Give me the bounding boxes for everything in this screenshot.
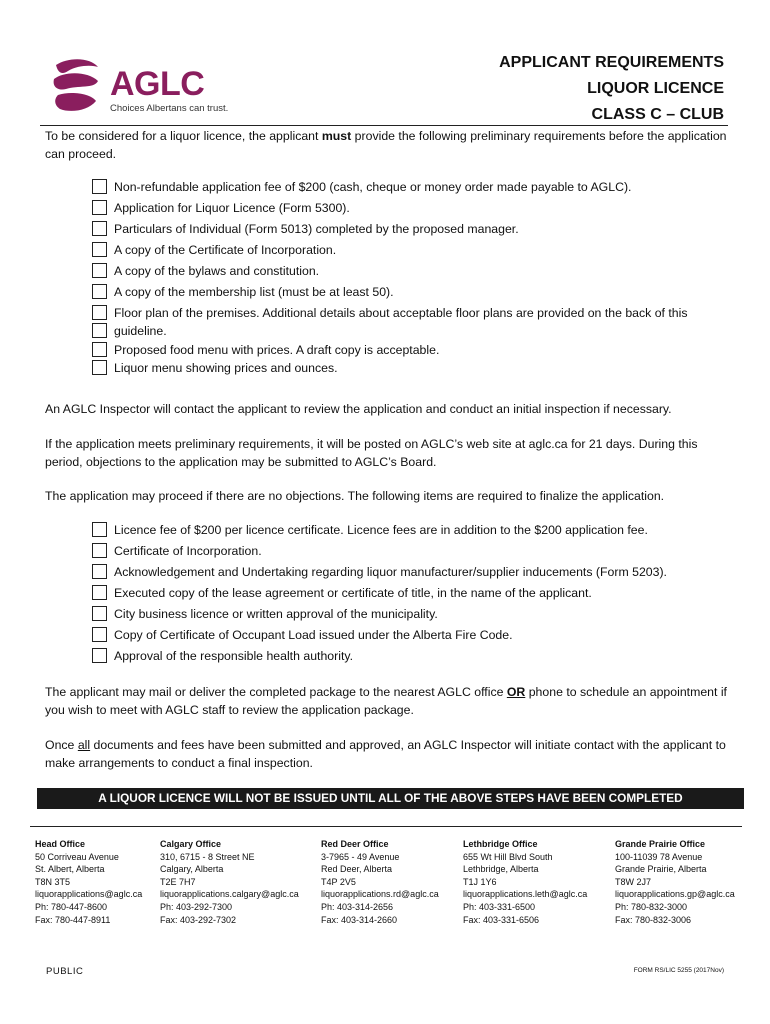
warning-banner: A LIQUOR LICENCE WILL NOT BE ISSUED UNTIL ALL OF THE ABOVE STEPS HAVE BEEN COMPLETED <box>37 788 744 809</box>
office-email: liquorapplications.leth@aglc.ca <box>463 889 588 900</box>
checklist-item <box>90 178 735 196</box>
form-number: FORM RS/LIC 5255 (2017Nov) <box>633 967 724 974</box>
office-email: liquorapplications@aglc.ca <box>35 889 143 900</box>
office-postal: T8W 2J7 <box>615 876 652 887</box>
office-name: Calgary Office <box>160 839 222 849</box>
checkbox[interactable] <box>92 284 107 299</box>
inspector-paragraph: An AGLC Inspector will contact the applicant to review the application and conduct an initial inspection if necessary. <box>45 402 672 416</box>
office-address: 100-11039 78 Avenue <box>615 851 703 862</box>
checkbox[interactable] <box>92 360 107 375</box>
office-email: liquorapplications.gp@aglc.ca <box>615 889 735 900</box>
checklist-item-label: A copy of the membership list (must be at least 50). <box>114 285 394 299</box>
office-fax: Fax: 403-292-7302 <box>160 914 237 925</box>
logo-tagline: Choices Albertans can trust. <box>110 103 229 114</box>
mail-paragraph <box>45 683 735 719</box>
mail-text-start: The applicant may mail or deliver the completed package to the nearest AGLC office <box>45 685 507 699</box>
office-fax: Fax: 780-447-8911 <box>35 914 111 925</box>
office-phone: Ph: 780-447-8600 <box>35 901 108 912</box>
checklist-item-label: Particulars of Individual (Form 5013) completed by the proposed manager. <box>114 222 519 236</box>
office-address: 3-7965 - 49 Avenue <box>321 851 400 862</box>
office-grande-prairie <box>615 838 735 926</box>
office-red-deer <box>321 838 439 926</box>
checklist-item <box>90 262 735 280</box>
checklist-item <box>90 283 735 301</box>
proceed-paragraph: The application may proceed if there are no objections. The following items are required to finalize the application. <box>45 489 665 503</box>
office-email: liquorapplications.calgary@aglc.ca <box>160 889 299 900</box>
checklist-item-label: Floor plan of the premises. Additional details about acceptable floor plans are provided on the back of this guideline. <box>114 306 688 338</box>
intro-text-start: To be considered for a liquor licence, the applicant <box>45 129 322 143</box>
checkbox[interactable] <box>92 323 107 338</box>
checklist-item-label: Acknowledgement and Undertaking regarding liquor manufacturer/supplier inducements (Form 5203). <box>114 565 667 579</box>
final-checklist <box>90 521 735 665</box>
checkbox[interactable] <box>92 606 107 621</box>
header-divider <box>40 125 728 126</box>
checklist-item <box>90 521 735 539</box>
checkbox[interactable] <box>92 263 107 278</box>
office-fax: Fax: 403-314-2660 <box>321 914 398 925</box>
title-line-1: APPLICANT REQUIREMENTS <box>499 54 724 71</box>
final-inspection-paragraph <box>45 736 735 772</box>
aglc-logo <box>48 55 248 120</box>
office-address: 50 Corriveau Avenue <box>35 851 119 862</box>
office-postal: T1J 1Y6 <box>463 876 497 887</box>
checklist-item-label: Executed copy of the lease agreement or certificate of title, in the name of the applicant. <box>114 586 592 600</box>
office-postal: T8N 3T5 <box>35 876 71 887</box>
checklist-item <box>90 563 735 581</box>
office-city: Grande Prairie, Alberta <box>615 864 707 875</box>
office-fax: Fax: 780-832-3006 <box>615 914 692 925</box>
title-line-3: CLASS C – CLUB <box>591 106 724 123</box>
checklist-item <box>90 241 735 259</box>
office-address: 310, 6715 - 8 Street NE <box>160 851 255 862</box>
checklist-item-label: Non-refundable application fee of $200 (cash, cheque or money order made payable to AGLC). <box>114 180 632 194</box>
office-email: liquorapplications.rd@aglc.ca <box>321 889 439 900</box>
checkbox[interactable] <box>92 342 107 357</box>
checklist-item-label: A copy of the Certificate of Incorporation. <box>114 243 337 257</box>
office-city: Red Deer, Alberta <box>321 864 393 875</box>
once-text-start: Once <box>45 738 78 752</box>
office-address: 655 Wt Hill Blvd South <box>463 851 553 862</box>
intro-emphasis: must <box>321 129 352 143</box>
checklist-item <box>90 341 735 359</box>
aglc-swirl-icon <box>48 55 106 117</box>
office-phone: Ph: 403-292-7300 <box>160 901 233 912</box>
office-postal: T4P 2V5 <box>321 876 356 887</box>
office-name: Lethbridge Office <box>463 839 538 849</box>
checklist-item-label: Application for Liquor Licence (Form 5300). <box>114 201 350 215</box>
mail-emphasis: OR <box>506 685 526 699</box>
office-postal: T2E 7H7 <box>160 876 196 887</box>
posting-paragraph: If the application meets preliminary requirements, it will be posted on AGLC’s web site at aglc.ca for 21 days. During this period, objections to the application may be submitted to AGLC’s Board. <box>45 437 698 469</box>
checkbox[interactable] <box>92 522 107 537</box>
checklist-item-label: City business licence or written approval of the municipality. <box>114 607 438 621</box>
checkbox[interactable] <box>92 200 107 215</box>
checkbox[interactable] <box>92 305 107 320</box>
preliminary-checklist <box>90 178 735 377</box>
office-fax: Fax: 403-331-6506 <box>463 914 540 925</box>
office-lethbridge <box>463 838 587 926</box>
checklist-item-label: Approval of the responsible health authority. <box>114 649 354 663</box>
office-city: Calgary, Alberta <box>160 864 224 875</box>
mail-text-end: phone to schedule an appointment if you wish to meet with AGLC staff to review the application package. <box>45 685 727 717</box>
office-name: Head Office <box>35 839 86 849</box>
classification-label: PUBLIC <box>46 966 84 977</box>
checklist-item-label: Licence fee of $200 per licence certificate. Licence fees are in addition to the $200 application fee. <box>114 523 648 537</box>
checklist-item <box>90 542 735 560</box>
once-text-end: documents and fees have been submitted and approved, an AGLC Inspector will initiate contact with the applicant to make arrangements to conduct a final inspection. <box>45 738 726 770</box>
checklist-item-label: Proposed food menu with prices. A draft copy is acceptable. <box>114 343 440 357</box>
office-calgary <box>160 838 299 926</box>
checklist-item <box>90 584 735 602</box>
office-name: Red Deer Office <box>321 839 389 849</box>
office-city: Lethbridge, Alberta <box>463 864 539 875</box>
checklist-item <box>90 304 735 340</box>
checkbox[interactable] <box>92 585 107 600</box>
office-name: Grande Prairie Office <box>615 839 706 849</box>
checklist-item-label: A copy of the bylaws and constitution. <box>114 264 320 278</box>
office-head <box>35 838 142 926</box>
title-line-2: LIQUOR LICENCE <box>587 80 724 97</box>
office-phone: Ph: 403-331-6500 <box>463 901 536 912</box>
office-city: St. Albert, Alberta <box>35 864 105 875</box>
checkbox[interactable] <box>92 543 107 558</box>
logo-wordmark: AGLC <box>110 65 205 103</box>
checkbox[interactable] <box>92 221 107 236</box>
office-phone: Ph: 403-314-2656 <box>321 901 394 912</box>
checklist-item <box>90 626 735 644</box>
checklist-item <box>90 605 735 623</box>
checklist-item-label: Liquor menu showing prices and ounces. <box>114 361 338 375</box>
office-phone: Ph: 780-832-3000 <box>615 901 688 912</box>
checklist-item <box>90 359 735 377</box>
checklist-item-label: Copy of Certificate of Occupant Load issued under the Alberta Fire Code. <box>114 628 513 642</box>
intro-text-end: provide the following preliminary requirements before the application can proceed. <box>45 129 727 161</box>
checklist-item <box>90 199 735 217</box>
checkbox[interactable] <box>92 179 107 194</box>
offices-divider <box>30 826 742 827</box>
checkbox[interactable] <box>92 627 107 642</box>
intro-paragraph <box>45 127 735 163</box>
checklist-item <box>90 220 735 238</box>
checklist-item-label: Certificate of Incorporation. <box>114 544 262 558</box>
checklist-item <box>90 647 735 665</box>
document-title <box>499 50 724 128</box>
checkbox[interactable] <box>92 564 107 579</box>
checkbox[interactable] <box>92 648 107 663</box>
checkbox[interactable] <box>92 242 107 257</box>
once-emphasis: all <box>77 738 91 752</box>
